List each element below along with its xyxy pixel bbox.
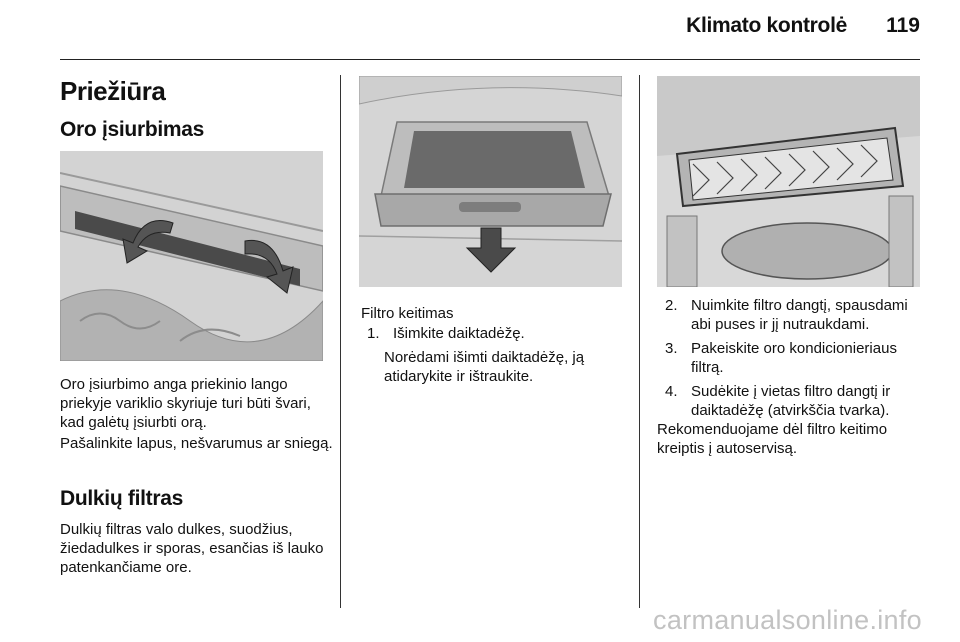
filter-change-label: Filtro keitimas (361, 305, 454, 322)
step-1-detail: Norėdami išimti daiktadėžę, ją atidarykite ir ištraukite. (384, 349, 585, 385)
section-title: Priežiūra (60, 76, 166, 106)
filter-housing-illustration (657, 76, 920, 287)
subsection-title-air-intake: Oro įsiurbimas (60, 118, 205, 141)
step-number: 4. (665, 383, 678, 400)
list-item (665, 296, 925, 334)
intake-paragraph-2: Pašalinkite lapus, nešvarumus ar sniegą. (60, 435, 333, 452)
air-intake-illustration (60, 151, 323, 361)
list-item (367, 324, 627, 343)
list-item (665, 382, 925, 420)
dust-filter-paragraph: Dulkių filtras valo dulkes, suodžius, žiedadulkes ir sporas, esančias iš lauko patenkančiame ore. (60, 521, 324, 576)
page-number: 119 (886, 14, 920, 37)
step-text: Nuimkite filtro dangtį, spausdami abi puses ir jį nutraukdami. (691, 297, 908, 333)
page-header-title: Klimato kontrolė (686, 14, 847, 37)
step-text: Išimkite daiktadėžę. (393, 325, 525, 342)
step-text: Sudėkite į vietas filtro dangtį ir daiktadėžę (atvirkščia tvarka). (691, 383, 891, 419)
column-divider-right (639, 75, 640, 608)
subsection-title-dust-filter: Dulkių filtras (60, 487, 183, 510)
intake-paragraph-1: Oro įsiurbimo anga priekinio lango priekyje variklio skyriuje turi būti švari, kad galėtų įsiurbti orą. (60, 376, 311, 431)
glovebox-illustration (359, 76, 622, 287)
steps-list-middle (367, 324, 627, 348)
header-rule (60, 59, 920, 60)
steps-list-right (665, 296, 925, 425)
watermark-text: carmanualsonline.info (653, 605, 922, 635)
column-divider-left (340, 75, 341, 608)
step-number: 3. (665, 340, 678, 357)
step-number: 2. (665, 297, 678, 314)
service-note: Rekomenduojame dėl filtro keitimo kreiptis į autoservisą. (657, 421, 888, 457)
step-text: Pakeiskite oro kondicionieriaus filtrą. (691, 340, 897, 376)
step-number: 1. (367, 325, 380, 342)
list-item (665, 339, 925, 377)
